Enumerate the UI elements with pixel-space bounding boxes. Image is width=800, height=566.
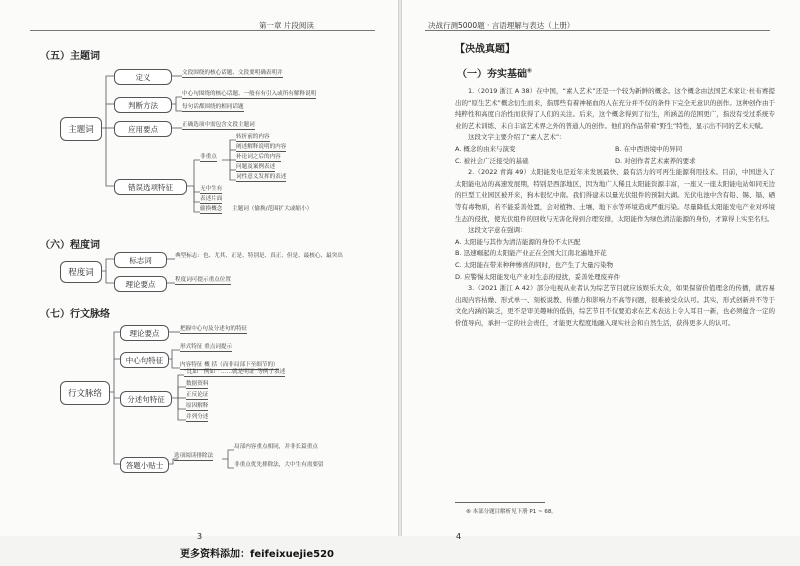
tips-elimination: 选项阅读排除法	[174, 453, 214, 459]
node-degree-theory: 理论要点	[114, 276, 167, 292]
structure-theory-text: 把握中心句及分述句的特征	[180, 326, 248, 332]
node-detail-sentence: 分述句特征	[120, 391, 172, 407]
wrong-item-3: 问题及案例表述	[236, 164, 276, 170]
detail-item-3: 并列分述	[186, 414, 209, 420]
right-running-header: 决战行测5000题 · 言语理解与表达（上册）	[428, 21, 575, 30]
wrong-item-2: 补论词之后的内容	[236, 154, 281, 160]
basic-subheading	[457, 65, 775, 80]
question-1-stem: 这段文字主要介绍了“素人艺术”：	[468, 133, 566, 142]
wrong-concept-swap-note: 主题词（偷换/范围扩大或缩小）	[232, 206, 313, 212]
wrong-item-4: 词性意义发挥的表述	[236, 174, 287, 180]
detail-item-0: 数据资料	[186, 381, 209, 387]
wrong-item-0: 转折前的内容	[236, 134, 270, 140]
wrong-concept-swap: 偷换概念	[200, 206, 223, 212]
node-apply-points: 应用要点	[114, 121, 172, 137]
question-2-passage: 2.（2022 青海 49）太阳能发电是近年来发展最快、最有活力的可再生能源利用技术。目前，中国进入了太阳能电站的高速发展期，特别是西部地区，因为地广人稀且太阳能资源丰富，一座又一座太阳能电站如同无边的巨型工业园区被开来，狗木很忆中南。我们得建未以量光伏组件的预制大湖。光伏电池中含有铅、锡、镉、硒等有毒物质，若不能妥善处置，会对植物、土壤、地下水等环境造成严重污染。尽量降低太阳能发电产业对环境生态的侵扰，使光伏组件的回收与无害化得到合理安排，太阳能作为绿色清洁能源的身份，才算得上实至名归。	[455, 168, 775, 223]
marker-words-text: 典型标志：也、尤其、正是、特别是、真正、但是、最核心、最突出	[175, 253, 343, 259]
q1-option-c[interactable]: C. 被社会广泛接受的基础	[455, 156, 529, 165]
center-feature-form: 形式特征 重点词提示	[180, 344, 233, 350]
right-header-rule	[425, 30, 770, 31]
footer-banner: 更多资料添加：feifeixuejie520	[180, 549, 334, 560]
apply-text: 正确选项中需包含文段主题词	[182, 122, 255, 128]
question-2-stem: 这段文字意在强调：	[468, 226, 527, 235]
question-2-options	[455, 237, 775, 283]
question-3-passage: 3.（2021 浙江 A 42）部分电视从业者认为综艺节目就应该娱乐大众，如果保留价值理念的传播，就容易出现内容枯燥、形式单一、刻板说教、传播力和影响力不高等问题，很难被受众认可。其实，形式创新并不等于文化内涵的缺乏，更不是审美趣味的低俗，综艺节目不仅要追求在艺术表达上令人耳目一新，也必须蕴含一定的价值导向，承担一定的社会责任，才能更大程度地融入现实社会和自然生活，获得更多人的认可。	[455, 284, 775, 327]
section-title-theme-word: （五）主题词	[40, 51, 100, 62]
left-header-rule	[30, 30, 375, 31]
q1-option-a[interactable]: A. 概念的由来与演变	[455, 144, 516, 153]
judge-text-1: 中心句围绕的核心话题、一般有有引入或所有解释说明	[182, 91, 317, 97]
mindmap-root-degree-word: 程度词	[60, 261, 102, 283]
q2-option-a[interactable]: A. 太阳能与其作为清洁能源的身份不太匹配	[455, 237, 581, 246]
left-page-number: 3	[197, 532, 203, 541]
wrong-no-basis: 无中生有	[200, 186, 223, 192]
q2-option-d[interactable]: D. 应警惕太阳能发电产业对生态的侵扰，妥善处理废弃件	[455, 272, 621, 281]
judge-text-2: 每句话都围绕的相同话题	[182, 104, 244, 110]
node-wrong-option-features: 错误选项特征	[114, 179, 187, 195]
node-judge-method: 判断方法	[114, 97, 172, 113]
node-center-sentence: 中心句特征	[120, 352, 169, 368]
left-running-header: 第一章 片段阅读	[259, 21, 314, 30]
right-page-number: 4	[456, 532, 462, 541]
node-marker-words: 标志词	[114, 252, 167, 268]
footnote-rule	[455, 502, 545, 503]
degree-theory-text: 程度词可提示重点位置	[175, 277, 231, 283]
q1-option-b[interactable]: B. 在中西语境中的异同	[615, 144, 683, 153]
node-definition: 定义	[114, 69, 172, 85]
question-1-passage: 1.（2019 浙江 A 38）在中国，“素人艺术”还是一个较为新鲜的概念。这个概念由法国艺术家让·杜布赛提出的“原生艺术”概念衍生而来，指那些有着神秘血的人在充分并不仅的条件下完全无意识的创作。这种创作由于纯粹性和高度自治性而获得了人们的关注。后来，这个概念得到了衍生，所涵盖的范围更广，指没有受过系统专业的艺术训练、未自丰富艺术界之外的普通人的创作。他们的作品带着“野生”特性，显示出不同的艺术天赋。	[455, 87, 775, 130]
book-spine	[398, 0, 402, 536]
q1-option-d[interactable]: D. 对创作者艺术素养的要求	[615, 156, 696, 165]
q2-option-c[interactable]: C. 太阳能在带来种种惨喜的同时，也产生了大量污染物	[455, 260, 614, 269]
center-feature-content: 内容特征 概 括（而非局部下至细节的）	[180, 362, 279, 368]
tips-detail-1: 局部内容重点相同，并非长篇重点	[234, 444, 318, 450]
detail-item-2: 原因解释	[186, 403, 209, 409]
tips-detail-2: 非重点优先排除法，大中生有需要留	[234, 462, 324, 468]
q2-option-b[interactable]: B. 迅速崛起的太阳能产业正在全国大江南北遍地开花	[455, 249, 607, 258]
section-title-degree-word: （六）程度词	[40, 240, 100, 251]
wrong-group-non-key: 非重点	[200, 154, 217, 160]
question-1-options	[455, 144, 775, 167]
node-structure-theory: 理论要点	[120, 325, 169, 341]
mindmap-root-text-structure: 行文脉络	[60, 381, 110, 405]
footnote-marker: ⑥	[527, 67, 533, 75]
detail-item-1: 正反论证	[186, 392, 209, 398]
wrong-item-1: 阐述解释说明的内容	[236, 144, 287, 150]
node-answer-tips: 答题小贴士	[120, 457, 169, 473]
footnote: ⑥ 本部分题目解析见下册 P1 ~ 68。	[466, 509, 557, 515]
mindmap-root-theme-word: 主题词	[60, 117, 102, 141]
exam-heading: 【决战真题】	[455, 44, 515, 55]
detail-intro: “比如”“例如”“……就是明证”等例子表述	[184, 369, 286, 375]
wrong-one-sided: 表述片面	[200, 196, 223, 202]
section-title-text-structure: （七）行文脉络	[40, 309, 110, 320]
right-page-content	[455, 40, 775, 329]
basic-subheading-text: （一）夯实基础	[457, 69, 527, 80]
definition-text: 文段围绕的核心话题、文段要明确表明并	[182, 70, 283, 76]
